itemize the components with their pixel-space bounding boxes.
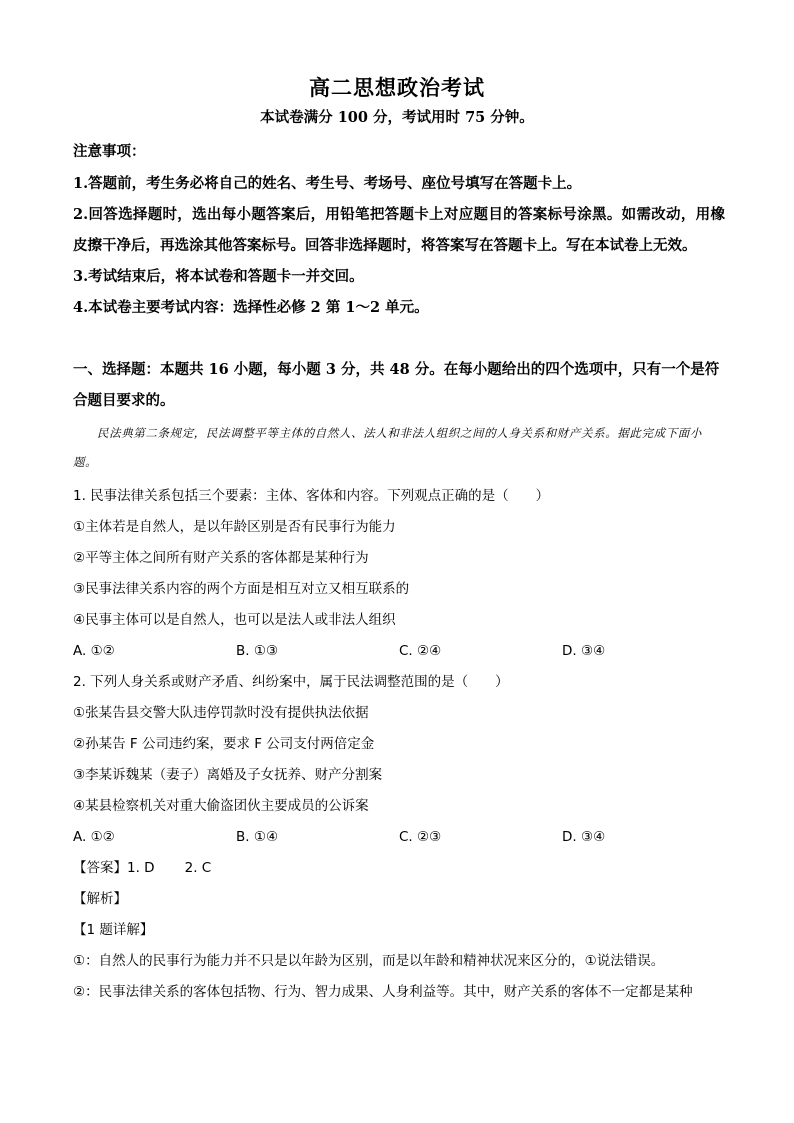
statement: ③李某诉魏某（妻子）离婚及子女抚养、财产分割案 — [73, 767, 383, 783]
analysis-label: 【解析】 — [73, 891, 127, 907]
option-a: A. ①② — [73, 829, 115, 845]
answer-label: 【答案】 — [73, 860, 127, 876]
option-a: A. ①② — [73, 643, 115, 659]
statement: ②孙某告 F 公司违约案，要求 F 公司支付两倍定金 — [73, 736, 375, 752]
notice-item: 1.答题前，考生务必将自己的姓名、考生号、考场号、座位号填写在答题卡上。 — [73, 175, 582, 192]
analysis-line: ①：自然人的民事行为能力并不只是以年龄为区别，而是以年龄和精神状况来区分的，①说法错误。 — [73, 953, 665, 969]
analysis-line: ②：民事法律关系的客体包括物、行为、智力成果、人身利益等。其中，财产关系的客体不一定都是某种 — [73, 984, 693, 1000]
statement: ①张某告县交警大队违停罚款时没有提供执法依据 — [73, 705, 369, 721]
exam-title: 高二思想政治考试 — [309, 75, 485, 100]
section-heading — [73, 354, 725, 416]
statement: ④民事主体可以是自然人，也可以是法人或非法人组织 — [73, 612, 396, 628]
statement: ④某县检察机关对重大偷盗团伙主要成员的公诉案 — [73, 798, 369, 814]
detail-label: 【1 题详解】 — [73, 922, 154, 938]
option-b: B. ①④ — [236, 829, 279, 845]
options-row — [73, 822, 725, 853]
notice-item: 2.回答选择题时，选出每小题答案后，用铅笔把答题卡上对应题目的答案标号涂黑。如需改动，用橡皮擦干净后，再选涂其他答案标号。回答非选择题时，将答案写在答题卡上。写在本试卷上无效。 — [73, 206, 725, 254]
notice-list — [73, 168, 725, 323]
answer-1: 1. D — [127, 860, 155, 876]
material-text: 民法典第二条规定，民法调整平等主体的自然人、法人和非法人组织之间的人身关系和财产关系。据此完成下面小题。 — [73, 426, 702, 469]
answer-2: 2. C — [184, 860, 212, 876]
exam-subtitle: 本试卷满分 100 分，考试用时 75 分钟。 — [260, 109, 534, 126]
section-heading-text: 一、选择题：本题共 16 小题，每小题 3 分，共 48 分。在每小题给出的四个选项中，只有一个是符合题目要求的。 — [73, 361, 720, 409]
notice-heading: 注意事项： — [73, 143, 146, 160]
option-c: C. ②④ — [399, 643, 442, 659]
options-row — [73, 636, 725, 667]
questions-and-answers — [73, 481, 725, 1008]
option-d: D. ③④ — [562, 829, 606, 845]
question-stem: 1. 民事法律关系包括三个要素：主体、客体和内容。下列观点正确的是（ ） — [73, 488, 550, 504]
notice-item: 4.本试卷主要考试内容：选择性必修 2 第 1～2 单元。 — [73, 299, 429, 316]
answer-line — [73, 853, 725, 884]
option-d: D. ③④ — [562, 643, 606, 659]
statement: ③民事法律关系内容的两个方面是相互对立又相互联系的 — [73, 581, 410, 597]
statement: ①主体若是自然人，是以年龄区别是否有民事行为能力 — [73, 519, 396, 535]
notice-item: 3.考试结束后，将本试卷和答题卡一并交回。 — [73, 268, 364, 285]
question-stem: 2. 下列人身关系或财产矛盾、纠纷案中，属于民法调整范围的是（ ） — [73, 674, 509, 690]
option-b: B. ①③ — [236, 643, 279, 659]
material-passage — [73, 419, 725, 477]
option-c: C. ②③ — [399, 829, 442, 845]
statement: ②平等主体之间所有财产关系的客体都是某种行为 — [73, 550, 369, 566]
